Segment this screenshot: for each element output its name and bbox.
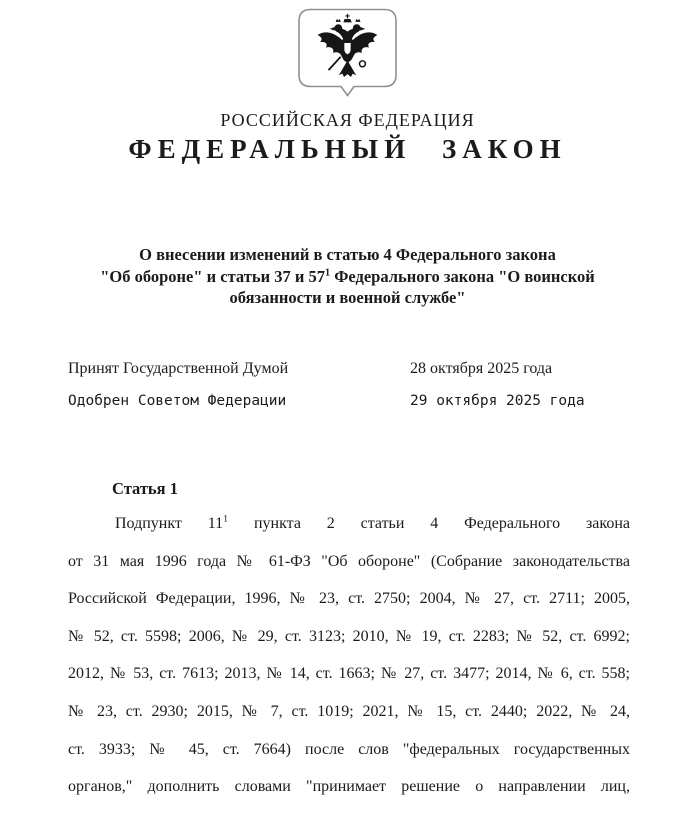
document-type-heading: ФЕДЕРАЛЬНЫЙ ЗАКОН bbox=[128, 134, 567, 164]
law-title-line-2-text: "Об обороне" и статьи 37 и 57 bbox=[100, 266, 325, 286]
article-heading: Статья 1 bbox=[112, 479, 178, 498]
body-line-4: № 52, ст. 5598; 2006, № 29, ст. 3123; 2010, № 19, ст. 2283; № 52, ст. 6992; bbox=[68, 627, 630, 645]
law-title bbox=[48, 244, 647, 309]
coat-of-arms-icon bbox=[297, 8, 398, 102]
adoption-duma-label: Принят Государственной Думой bbox=[68, 360, 289, 377]
body-line-2: от 31 мая 1996 года № 61-ФЗ "Об обороне" (Собрание законодательства bbox=[68, 552, 630, 570]
adoption-block bbox=[68, 360, 630, 424]
russia-coat-of-arms bbox=[297, 8, 398, 102]
country-header: РОССИЙСКАЯ ФЕДЕРАЦИЯ bbox=[220, 110, 475, 130]
body-line-3: Российской Федерации, 1996, № 23, ст. 2750; 2004, № 27, ст. 2711; 2005, bbox=[68, 590, 630, 608]
adoption-council-date: 29 октября 2025 года bbox=[410, 393, 585, 409]
body-line-8: органов," дополнить словами "принимает решение о направлении лиц, bbox=[68, 778, 630, 796]
body-line-1-text: пункта 2 статьи 4 Федерального закона bbox=[228, 515, 630, 532]
adoption-duma-date: 28 октября 2025 года bbox=[410, 360, 553, 377]
law-title-line-1: О внесении изменений в статью 4 Федерального закона bbox=[139, 245, 556, 264]
body-line-1 bbox=[68, 505, 630, 543]
superscript: 1 bbox=[324, 267, 331, 278]
law-title-line-3: обязанности и военной службе" bbox=[229, 288, 466, 307]
body-line-5: 2012, № 53, ст. 7613; 2013, № 14, ст. 1663; № 27, ст. 3477; 2014, № 6, ст. 558; bbox=[68, 665, 630, 683]
law-title-line-2-text: Федерального закона "О воинской bbox=[330, 266, 595, 286]
body-line-6: № 23, ст. 2930; 2015, № 7, ст. 1019; 2021, № 15, ст. 2440; 2022, № 24, bbox=[68, 702, 630, 720]
adoption-council-label: Одобрен Советом Федерации bbox=[68, 393, 287, 409]
law-title-line-2 bbox=[48, 266, 647, 288]
article-body bbox=[68, 505, 630, 806]
body-line-1-text: Подпункт 11 bbox=[115, 515, 224, 532]
adoption-row-council bbox=[68, 391, 630, 424]
adoption-row-duma bbox=[68, 360, 630, 391]
body-line-7: ст. 3933; № 45, ст. 7664) после слов "федеральных государственных bbox=[68, 740, 630, 758]
superscript: 1 bbox=[223, 513, 229, 525]
